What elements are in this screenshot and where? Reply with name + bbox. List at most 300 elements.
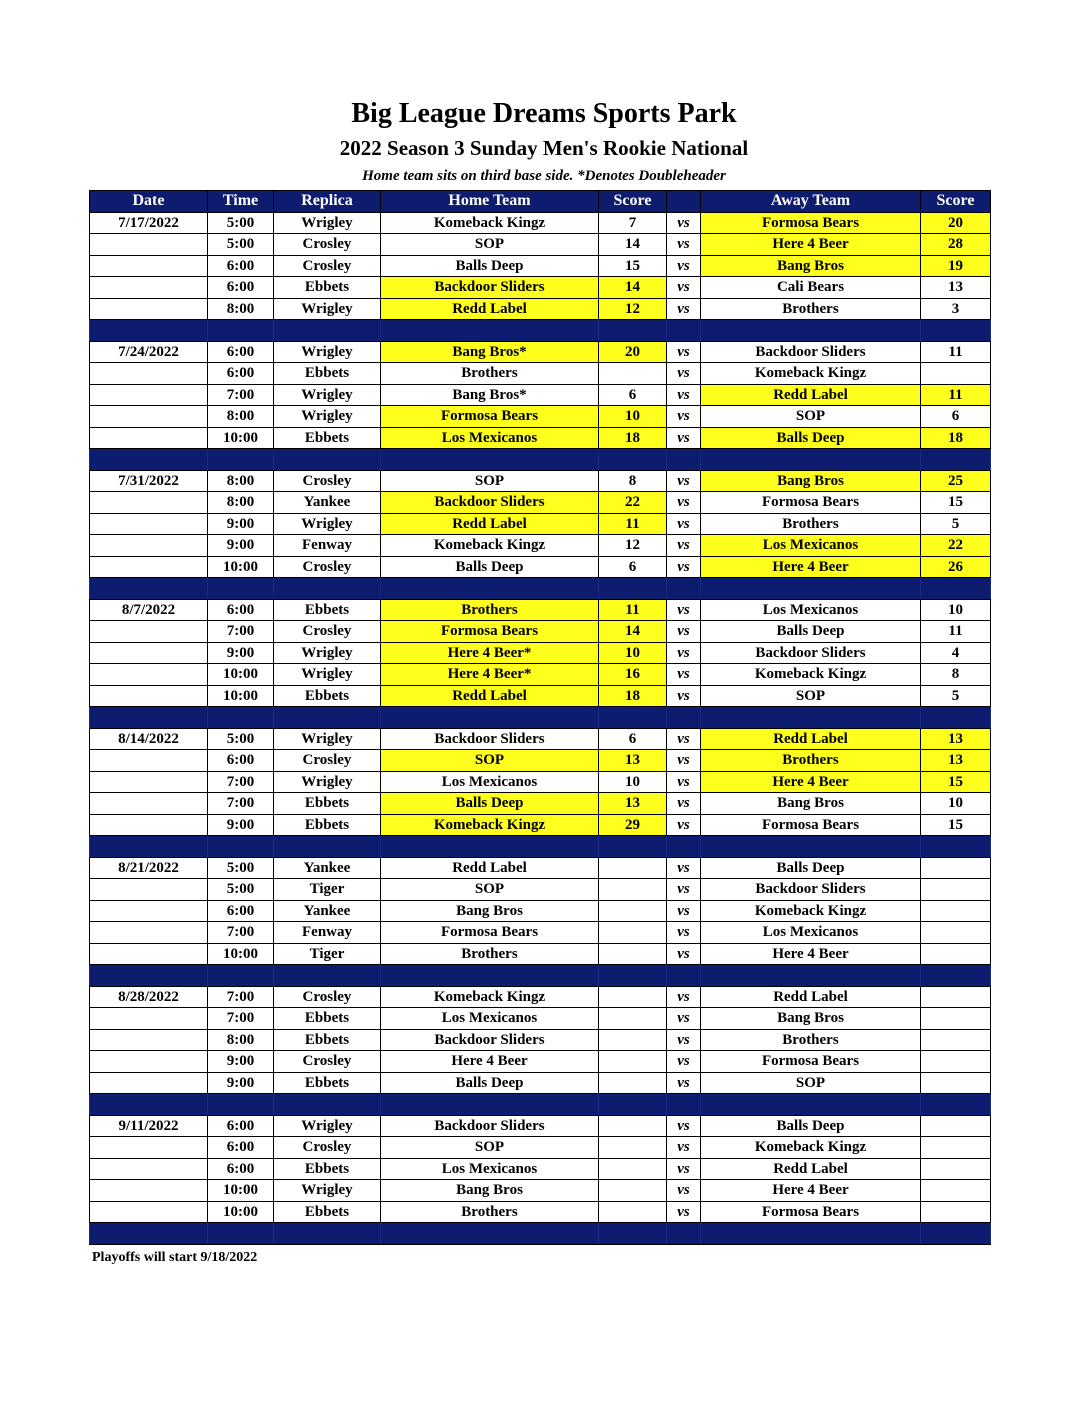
separator-cell bbox=[701, 1094, 921, 1116]
home-score: 6 bbox=[599, 556, 667, 578]
away-team: SOP bbox=[701, 1072, 921, 1094]
away-team: Backdoor Sliders bbox=[701, 341, 921, 363]
game-date: 9/11/2022 bbox=[90, 1115, 208, 1137]
home-team: Komeback Kingz bbox=[381, 986, 599, 1008]
away-score bbox=[921, 1137, 991, 1159]
vs-label: vs bbox=[667, 535, 701, 557]
table-row bbox=[90, 1072, 991, 1094]
home-team: Balls Deep bbox=[381, 1072, 599, 1094]
game-time: 7:00 bbox=[208, 793, 274, 815]
table-row bbox=[90, 685, 991, 707]
separator-cell bbox=[701, 449, 921, 471]
game-replica: Tiger bbox=[274, 879, 381, 901]
week-separator-row bbox=[90, 1094, 991, 1116]
game-date bbox=[90, 879, 208, 901]
away-score: 18 bbox=[921, 427, 991, 449]
home-score: 10 bbox=[599, 406, 667, 428]
home-team: Backdoor Sliders bbox=[381, 492, 599, 514]
separator-cell bbox=[701, 965, 921, 987]
vs-label: vs bbox=[667, 664, 701, 686]
separator-cell bbox=[90, 1223, 208, 1245]
separator-cell bbox=[667, 320, 701, 342]
game-replica: Fenway bbox=[274, 535, 381, 557]
game-replica: Ebbets bbox=[274, 363, 381, 385]
table-row bbox=[90, 341, 991, 363]
page-title: Big League Dreams Sports Park bbox=[351, 98, 737, 129]
away-score: 10 bbox=[921, 793, 991, 815]
home-score bbox=[599, 900, 667, 922]
week-separator-row bbox=[90, 1223, 991, 1245]
separator-cell bbox=[274, 578, 381, 600]
home-team: Bang Bros* bbox=[381, 384, 599, 406]
game-date bbox=[90, 1072, 208, 1094]
game-time: 7:00 bbox=[208, 621, 274, 643]
home-team: Balls Deep bbox=[381, 793, 599, 815]
home-team: Komeback Kingz bbox=[381, 212, 599, 234]
away-score bbox=[921, 363, 991, 385]
week-separator-row bbox=[90, 320, 991, 342]
week-separator-row bbox=[90, 836, 991, 858]
home-score bbox=[599, 363, 667, 385]
home-team: Los Mexicanos bbox=[381, 771, 599, 793]
table-row bbox=[90, 298, 991, 320]
home-score: 18 bbox=[599, 685, 667, 707]
game-replica: Ebbets bbox=[274, 1158, 381, 1180]
game-time: 5:00 bbox=[208, 879, 274, 901]
game-replica: Wrigley bbox=[274, 1180, 381, 1202]
col-header-home-team: Home Team bbox=[381, 191, 599, 213]
separator-cell bbox=[599, 320, 667, 342]
separator-cell bbox=[274, 707, 381, 729]
table-row bbox=[90, 1137, 991, 1159]
table-row bbox=[90, 535, 991, 557]
home-score: 18 bbox=[599, 427, 667, 449]
home-team: Formosa Bears bbox=[381, 621, 599, 643]
table-row bbox=[90, 900, 991, 922]
home-score bbox=[599, 1029, 667, 1051]
separator-cell bbox=[921, 578, 991, 600]
home-team: Los Mexicanos bbox=[381, 427, 599, 449]
table-row bbox=[90, 363, 991, 385]
home-team: SOP bbox=[381, 879, 599, 901]
away-score bbox=[921, 1072, 991, 1094]
away-team: Komeback Kingz bbox=[701, 664, 921, 686]
table-row bbox=[90, 599, 991, 621]
away-score bbox=[921, 986, 991, 1008]
game-date: 8/7/2022 bbox=[90, 599, 208, 621]
vs-label: vs bbox=[667, 771, 701, 793]
separator-cell bbox=[274, 449, 381, 471]
vs-label: vs bbox=[667, 1180, 701, 1202]
away-score: 5 bbox=[921, 685, 991, 707]
home-team: Brothers bbox=[381, 363, 599, 385]
vs-label: vs bbox=[667, 492, 701, 514]
away-team: Balls Deep bbox=[701, 621, 921, 643]
game-time: 10:00 bbox=[208, 1201, 274, 1223]
game-date bbox=[90, 277, 208, 299]
col-header-away-score: Score bbox=[921, 191, 991, 213]
away-team: SOP bbox=[701, 685, 921, 707]
separator-cell bbox=[599, 578, 667, 600]
home-score: 12 bbox=[599, 535, 667, 557]
game-replica: Crosley bbox=[274, 556, 381, 578]
vs-label: vs bbox=[667, 363, 701, 385]
away-score: 26 bbox=[921, 556, 991, 578]
away-score bbox=[921, 900, 991, 922]
separator-cell bbox=[921, 965, 991, 987]
game-replica: Ebbets bbox=[274, 599, 381, 621]
away-score bbox=[921, 1008, 991, 1030]
separator-cell bbox=[90, 578, 208, 600]
vs-label: vs bbox=[667, 212, 701, 234]
week-separator-row bbox=[90, 449, 991, 471]
game-time: 9:00 bbox=[208, 513, 274, 535]
away-team: Here 4 Beer bbox=[701, 943, 921, 965]
game-replica: Wrigley bbox=[274, 664, 381, 686]
away-score: 15 bbox=[921, 492, 991, 514]
vs-label: vs bbox=[667, 1137, 701, 1159]
away-score: 11 bbox=[921, 384, 991, 406]
game-time: 6:00 bbox=[208, 1158, 274, 1180]
away-team: Formosa Bears bbox=[701, 212, 921, 234]
game-time: 10:00 bbox=[208, 943, 274, 965]
away-score: 8 bbox=[921, 664, 991, 686]
game-replica: Wrigley bbox=[274, 513, 381, 535]
header-row bbox=[90, 191, 991, 213]
separator-cell bbox=[381, 1223, 599, 1245]
table-row bbox=[90, 1180, 991, 1202]
table-row bbox=[90, 1201, 991, 1223]
game-date bbox=[90, 513, 208, 535]
schedule-table bbox=[89, 190, 991, 1245]
separator-cell bbox=[667, 578, 701, 600]
away-team: Here 4 Beer bbox=[701, 771, 921, 793]
away-team: Redd Label bbox=[701, 986, 921, 1008]
separator-cell bbox=[667, 965, 701, 987]
separator-cell bbox=[208, 320, 274, 342]
col-header-date: Date bbox=[90, 191, 208, 213]
separator-cell bbox=[208, 449, 274, 471]
game-time: 5:00 bbox=[208, 857, 274, 879]
separator-cell bbox=[599, 449, 667, 471]
game-time: 10:00 bbox=[208, 427, 274, 449]
home-score bbox=[599, 1201, 667, 1223]
game-date: 8/28/2022 bbox=[90, 986, 208, 1008]
game-time: 6:00 bbox=[208, 900, 274, 922]
home-score bbox=[599, 1158, 667, 1180]
vs-label: vs bbox=[667, 513, 701, 535]
game-replica: Wrigley bbox=[274, 642, 381, 664]
game-time: 6:00 bbox=[208, 363, 274, 385]
game-replica: Wrigley bbox=[274, 384, 381, 406]
game-replica: Yankee bbox=[274, 492, 381, 514]
home-score bbox=[599, 1115, 667, 1137]
away-score bbox=[921, 943, 991, 965]
separator-cell bbox=[208, 1223, 274, 1245]
game-time: 9:00 bbox=[208, 642, 274, 664]
table-row bbox=[90, 406, 991, 428]
vs-label: vs bbox=[667, 427, 701, 449]
separator-cell bbox=[701, 1223, 921, 1245]
home-score bbox=[599, 1008, 667, 1030]
home-score: 11 bbox=[599, 513, 667, 535]
separator-cell bbox=[90, 1094, 208, 1116]
home-score: 15 bbox=[599, 255, 667, 277]
table-row bbox=[90, 492, 991, 514]
game-time: 9:00 bbox=[208, 1051, 274, 1073]
game-replica: Crosley bbox=[274, 255, 381, 277]
away-team: Los Mexicanos bbox=[701, 535, 921, 557]
separator-cell bbox=[381, 449, 599, 471]
game-time: 8:00 bbox=[208, 1029, 274, 1051]
game-time: 6:00 bbox=[208, 1115, 274, 1137]
away-team: Redd Label bbox=[701, 384, 921, 406]
home-team: Bang Bros bbox=[381, 1180, 599, 1202]
game-time: 10:00 bbox=[208, 664, 274, 686]
home-team: Komeback Kingz bbox=[381, 535, 599, 557]
col-header-away-team: Away Team bbox=[701, 191, 921, 213]
table-row bbox=[90, 1051, 991, 1073]
away-team: Balls Deep bbox=[701, 857, 921, 879]
game-replica: Wrigley bbox=[274, 728, 381, 750]
separator-cell bbox=[90, 320, 208, 342]
home-score: 20 bbox=[599, 341, 667, 363]
away-score bbox=[921, 1029, 991, 1051]
away-score bbox=[921, 1051, 991, 1073]
week-separator-row bbox=[90, 707, 991, 729]
home-team: Redd Label bbox=[381, 298, 599, 320]
away-score: 10 bbox=[921, 599, 991, 621]
game-time: 9:00 bbox=[208, 1072, 274, 1094]
separator-cell bbox=[90, 965, 208, 987]
vs-label: vs bbox=[667, 298, 701, 320]
table-row bbox=[90, 513, 991, 535]
game-date bbox=[90, 1008, 208, 1030]
vs-label: vs bbox=[667, 255, 701, 277]
home-score: 16 bbox=[599, 664, 667, 686]
table-row bbox=[90, 1008, 991, 1030]
game-date bbox=[90, 427, 208, 449]
game-date bbox=[90, 814, 208, 836]
separator-cell bbox=[701, 320, 921, 342]
playoffs-note: Playoffs will start 9/18/2022 bbox=[92, 1250, 258, 1265]
vs-label: vs bbox=[667, 728, 701, 750]
separator-cell bbox=[921, 707, 991, 729]
home-team: Redd Label bbox=[381, 685, 599, 707]
game-replica: Wrigley bbox=[274, 212, 381, 234]
away-team: Brothers bbox=[701, 1029, 921, 1051]
away-score bbox=[921, 1115, 991, 1137]
away-score: 4 bbox=[921, 642, 991, 664]
game-time: 5:00 bbox=[208, 212, 274, 234]
away-team: Los Mexicanos bbox=[701, 922, 921, 944]
separator-cell bbox=[599, 965, 667, 987]
game-replica: Wrigley bbox=[274, 298, 381, 320]
table-row bbox=[90, 212, 991, 234]
home-score: 12 bbox=[599, 298, 667, 320]
vs-label: vs bbox=[667, 900, 701, 922]
separator-cell bbox=[921, 1094, 991, 1116]
game-time: 10:00 bbox=[208, 1180, 274, 1202]
away-team: Formosa Bears bbox=[701, 492, 921, 514]
away-score bbox=[921, 1180, 991, 1202]
game-replica: Yankee bbox=[274, 900, 381, 922]
game-replica: Wrigley bbox=[274, 771, 381, 793]
game-time: 7:00 bbox=[208, 384, 274, 406]
separator-cell bbox=[667, 1223, 701, 1245]
table-row bbox=[90, 922, 991, 944]
vs-label: vs bbox=[667, 879, 701, 901]
away-team: Redd Label bbox=[701, 728, 921, 750]
home-team: Komeback Kingz bbox=[381, 814, 599, 836]
vs-label: vs bbox=[667, 814, 701, 836]
home-score: 8 bbox=[599, 470, 667, 492]
home-team: Brothers bbox=[381, 1201, 599, 1223]
away-score: 6 bbox=[921, 406, 991, 428]
schedule-body bbox=[90, 212, 991, 1244]
separator-cell bbox=[381, 1094, 599, 1116]
vs-label: vs bbox=[667, 1008, 701, 1030]
separator-cell bbox=[381, 836, 599, 858]
home-score: 22 bbox=[599, 492, 667, 514]
game-date bbox=[90, 1201, 208, 1223]
away-team: Bang Bros bbox=[701, 1008, 921, 1030]
away-team: Formosa Bears bbox=[701, 1051, 921, 1073]
vs-label: vs bbox=[667, 1115, 701, 1137]
home-team: Backdoor Sliders bbox=[381, 1029, 599, 1051]
home-team: Here 4 Beer* bbox=[381, 664, 599, 686]
home-score: 10 bbox=[599, 771, 667, 793]
game-replica: Crosley bbox=[274, 986, 381, 1008]
away-team: Formosa Bears bbox=[701, 814, 921, 836]
vs-label: vs bbox=[667, 470, 701, 492]
game-replica: Ebbets bbox=[274, 1072, 381, 1094]
game-time: 8:00 bbox=[208, 470, 274, 492]
away-score bbox=[921, 857, 991, 879]
home-team: Here 4 Beer* bbox=[381, 642, 599, 664]
away-team: SOP bbox=[701, 406, 921, 428]
home-team: Balls Deep bbox=[381, 255, 599, 277]
separator-cell bbox=[274, 320, 381, 342]
game-replica: Crosley bbox=[274, 621, 381, 643]
separator-cell bbox=[667, 836, 701, 858]
vs-label: vs bbox=[667, 384, 701, 406]
away-score bbox=[921, 879, 991, 901]
game-replica: Ebbets bbox=[274, 793, 381, 815]
game-time: 8:00 bbox=[208, 406, 274, 428]
home-score bbox=[599, 857, 667, 879]
game-date bbox=[90, 900, 208, 922]
home-team: Redd Label bbox=[381, 513, 599, 535]
away-score bbox=[921, 1201, 991, 1223]
game-date: 8/21/2022 bbox=[90, 857, 208, 879]
table-row bbox=[90, 664, 991, 686]
home-score bbox=[599, 986, 667, 1008]
game-date bbox=[90, 750, 208, 772]
home-team: Formosa Bears bbox=[381, 406, 599, 428]
separator-cell bbox=[381, 707, 599, 729]
table-row bbox=[90, 1115, 991, 1137]
separator-cell bbox=[274, 1223, 381, 1245]
away-team: Bang Bros bbox=[701, 793, 921, 815]
game-date bbox=[90, 943, 208, 965]
game-date bbox=[90, 406, 208, 428]
home-score: 14 bbox=[599, 621, 667, 643]
away-score: 13 bbox=[921, 277, 991, 299]
game-replica: Ebbets bbox=[274, 1008, 381, 1030]
away-score: 22 bbox=[921, 535, 991, 557]
away-score: 20 bbox=[921, 212, 991, 234]
away-score: 11 bbox=[921, 341, 991, 363]
table-row bbox=[90, 771, 991, 793]
separator-cell bbox=[90, 449, 208, 471]
home-team: Brothers bbox=[381, 599, 599, 621]
separator-cell bbox=[208, 836, 274, 858]
game-replica: Crosley bbox=[274, 470, 381, 492]
game-time: 6:00 bbox=[208, 599, 274, 621]
table-row bbox=[90, 234, 991, 256]
home-score bbox=[599, 1051, 667, 1073]
separator-cell bbox=[701, 707, 921, 729]
home-score: 6 bbox=[599, 728, 667, 750]
away-team: Brothers bbox=[701, 513, 921, 535]
separator-cell bbox=[208, 1094, 274, 1116]
game-time: 9:00 bbox=[208, 814, 274, 836]
away-team: Here 4 Beer bbox=[701, 1180, 921, 1202]
game-date bbox=[90, 255, 208, 277]
separator-cell bbox=[701, 836, 921, 858]
away-score bbox=[921, 922, 991, 944]
away-team: Los Mexicanos bbox=[701, 599, 921, 621]
game-date bbox=[90, 621, 208, 643]
home-team: Los Mexicanos bbox=[381, 1158, 599, 1180]
col-header-vs bbox=[667, 191, 701, 213]
away-score bbox=[921, 1158, 991, 1180]
game-date: 7/24/2022 bbox=[90, 341, 208, 363]
game-replica: Crosley bbox=[274, 234, 381, 256]
home-score: 10 bbox=[599, 642, 667, 664]
table-row bbox=[90, 642, 991, 664]
table-row bbox=[90, 556, 991, 578]
home-score: 29 bbox=[599, 814, 667, 836]
game-time: 8:00 bbox=[208, 298, 274, 320]
home-score: 11 bbox=[599, 599, 667, 621]
table-row bbox=[90, 943, 991, 965]
game-date bbox=[90, 664, 208, 686]
home-team: Bang Bros* bbox=[381, 341, 599, 363]
away-team: Brothers bbox=[701, 298, 921, 320]
home-team: SOP bbox=[381, 1137, 599, 1159]
game-replica: Ebbets bbox=[274, 685, 381, 707]
game-replica: Ebbets bbox=[274, 277, 381, 299]
separator-cell bbox=[381, 965, 599, 987]
game-time: 5:00 bbox=[208, 234, 274, 256]
game-date bbox=[90, 384, 208, 406]
home-team: Balls Deep bbox=[381, 556, 599, 578]
separator-cell bbox=[90, 707, 208, 729]
game-date bbox=[90, 535, 208, 557]
home-score bbox=[599, 1180, 667, 1202]
away-team: Backdoor Sliders bbox=[701, 642, 921, 664]
table-row bbox=[90, 750, 991, 772]
game-date bbox=[90, 363, 208, 385]
separator-cell bbox=[667, 1094, 701, 1116]
away-score: 11 bbox=[921, 621, 991, 643]
game-time: 7:00 bbox=[208, 771, 274, 793]
table-row bbox=[90, 384, 991, 406]
separator-cell bbox=[599, 707, 667, 729]
col-header-home-score: Score bbox=[599, 191, 667, 213]
